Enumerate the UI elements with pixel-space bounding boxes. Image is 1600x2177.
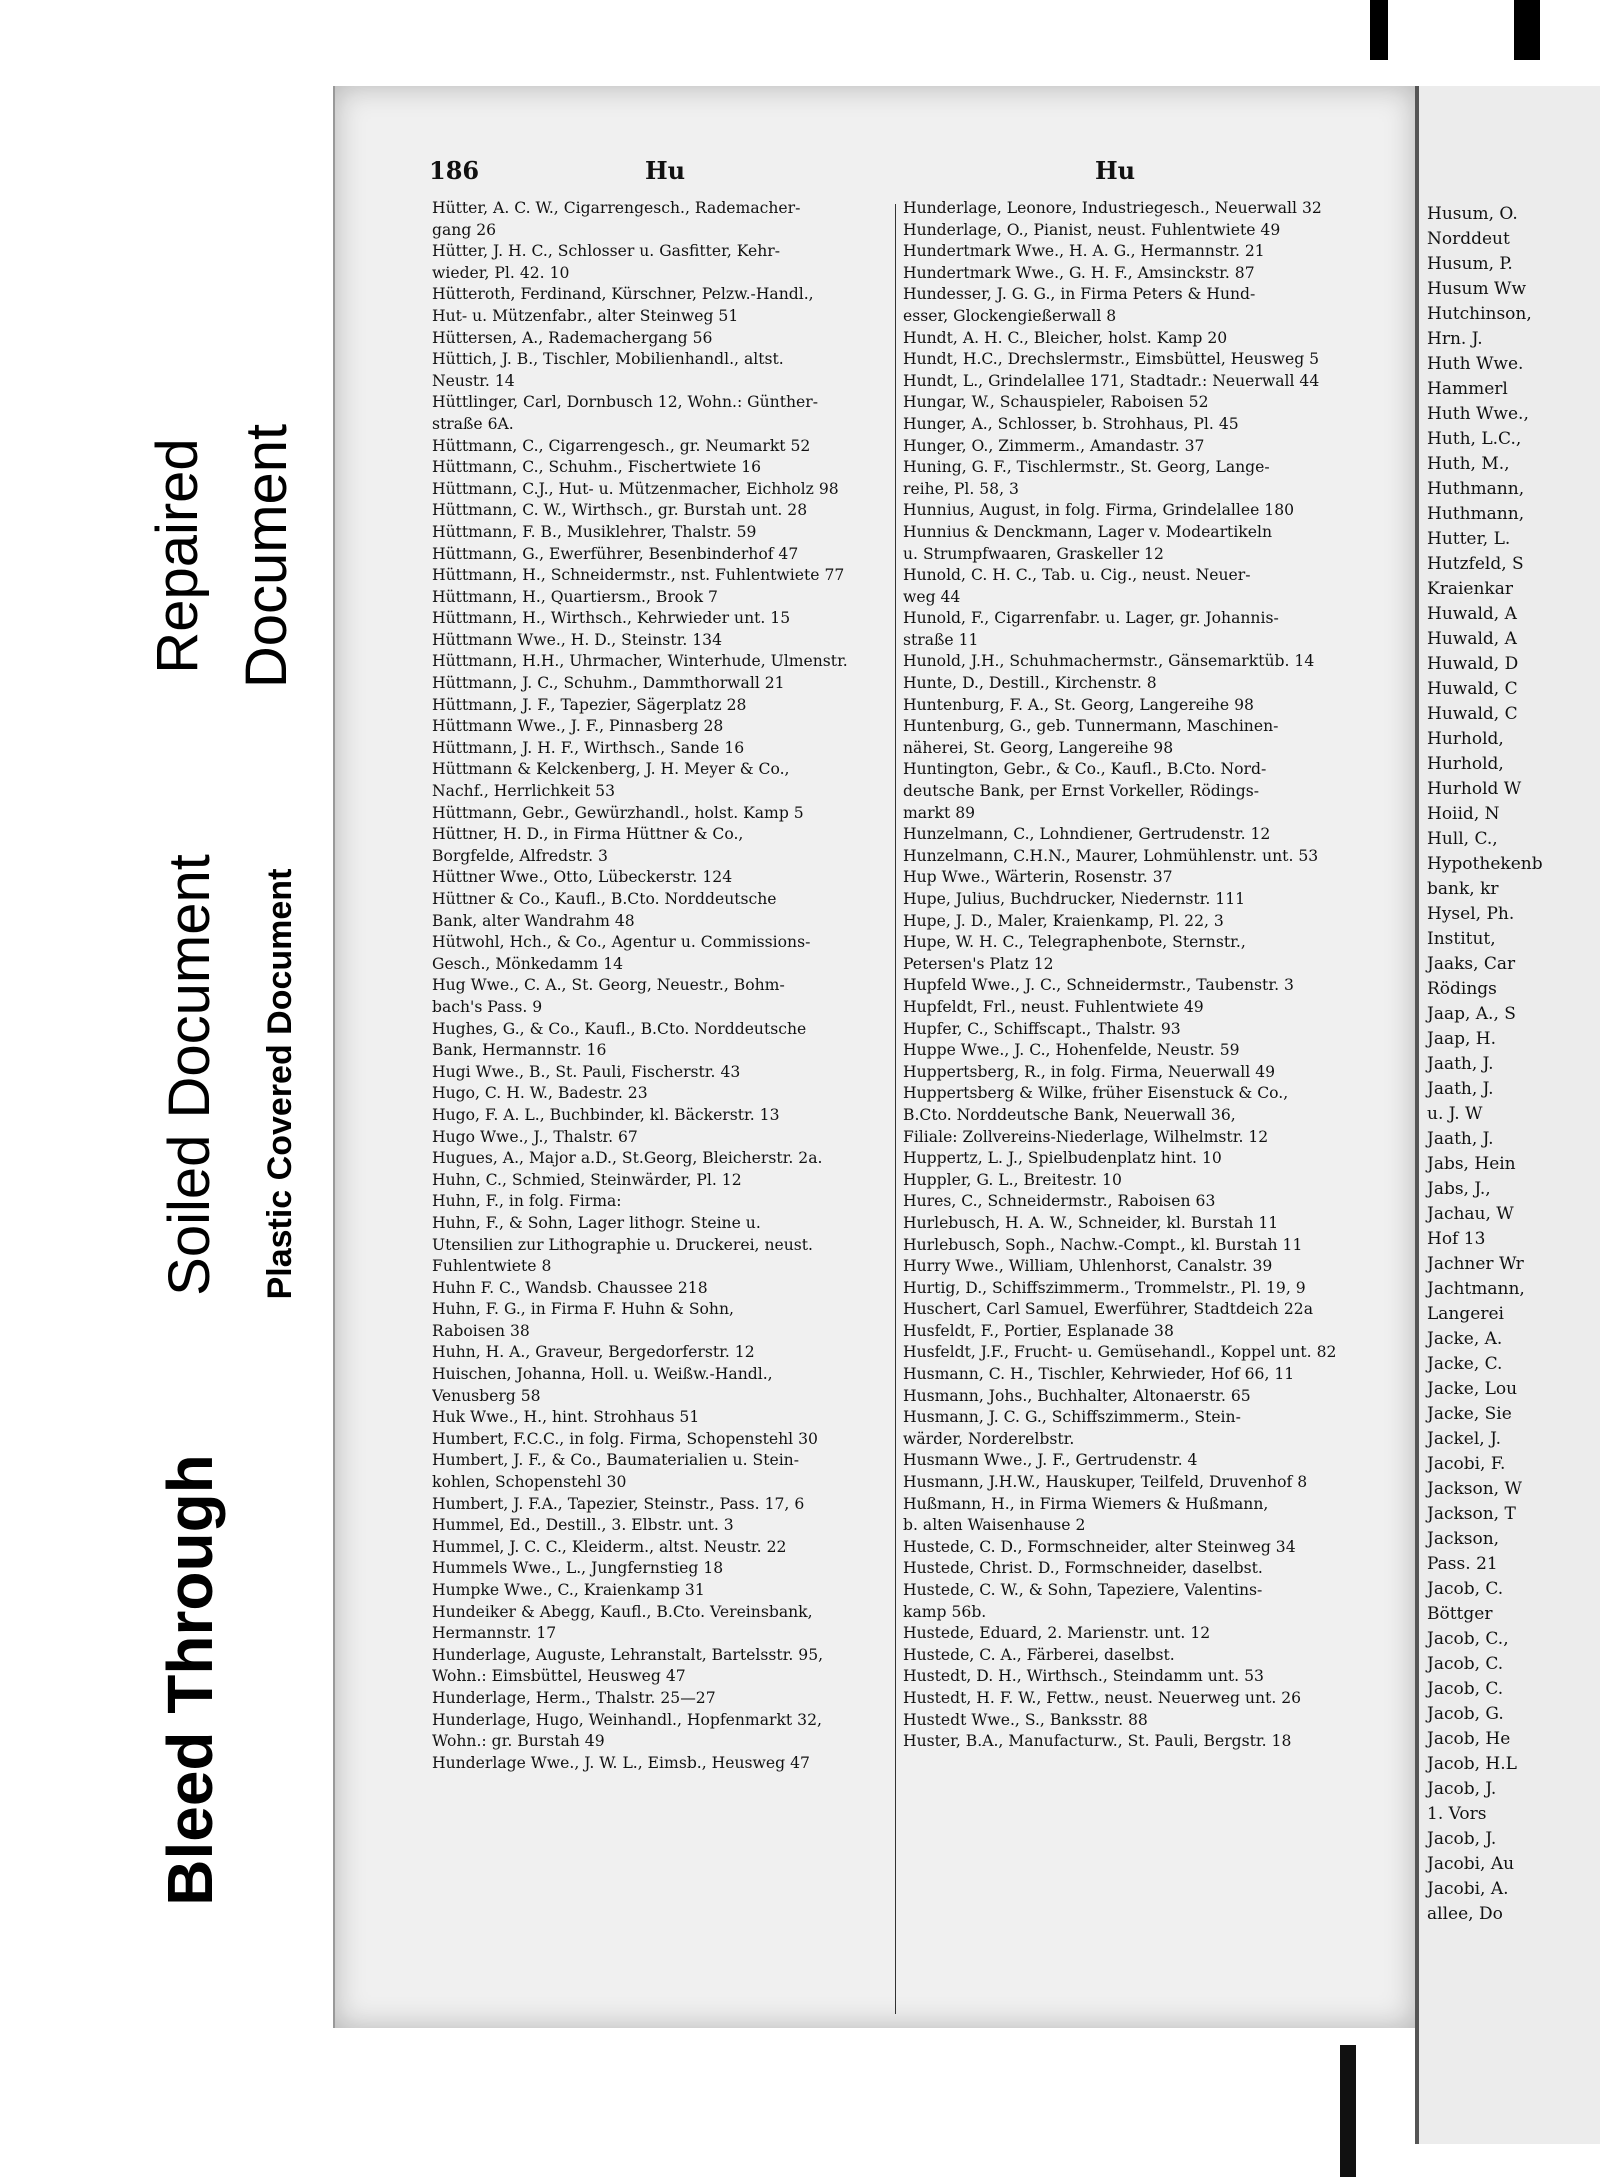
- directory-entry: Humbert, J. F., & Co., Baumaterialien u. Stein-: [432, 1451, 799, 1470]
- repaired-document-label: Document: [231, 416, 303, 696]
- directory-entry: Huwald, A: [1427, 604, 1517, 624]
- directory-entry: Hunnius & Denckmann, Lager v. Modeartikeln: [903, 522, 1273, 541]
- directory-entry: Husum, O.: [1427, 204, 1518, 224]
- directory-entry: Wohn.: gr. Burstah 49: [432, 1732, 605, 1751]
- directory-entry: Hupfeld Wwe., J. C., Schneidermstr., Taubenstr. 3: [903, 976, 1294, 995]
- directory-entry: Husum Ww: [1427, 279, 1526, 299]
- directory-entry: straße 6A.: [432, 414, 514, 433]
- directory-entry: Norddeut: [1427, 229, 1510, 249]
- directory-entry: Huwald, D: [1427, 654, 1519, 674]
- binding-mark: [1370, 0, 1388, 60]
- directory-entry: Huhn, F. G., in Firma F. Huhn & Sohn,: [432, 1300, 734, 1319]
- directory-entry: Hummels Wwe., L., Jungfernstieg 18: [432, 1559, 724, 1578]
- directory-entry: Hüttich, J. B., Tischler, Mobilienhandl., altst.: [432, 350, 784, 369]
- directory-entry: Hummel, J. C. C., Kleiderm., altst. Neustr. 22: [432, 1537, 787, 1556]
- right-column: [903, 198, 1363, 1753]
- directory-entry: Hüttner, H. D., in Firma Hüttner & Co.,: [432, 825, 744, 844]
- directory-entry: Hunnius, August, in folg. Firma, Grindelallee 180: [903, 501, 1295, 520]
- directory-entry: Husmann Wwe., J. F., Gertrudenstr. 4: [903, 1451, 1198, 1470]
- directory-entry: Hundeiker & Abegg, Kaufl., B.Cto. Vereinsbank,: [432, 1602, 813, 1621]
- directory-entry: Borgfelde, Alfredstr. 3: [432, 846, 608, 865]
- directory-entry: Jacob, J.: [1427, 1779, 1497, 1799]
- directory-entry: Hurtig, D., Schiffszimmerm., Trommelstr., Pl. 19, 9: [903, 1278, 1306, 1297]
- directory-entry: Huntington, Gebr., & Co., Kaufl., B.Cto. Nord-: [903, 760, 1267, 779]
- directory-entry: 1. Vors: [1427, 1804, 1487, 1824]
- directory-entry: Hüttmann Wwe., J. F., Pinnasberg 28: [432, 717, 724, 736]
- directory-entry: Hunold, C. H. C., Tab. u. Cig., neust. Neuer-: [903, 566, 1251, 585]
- directory-entry: Hüttmann, J. C., Schuhm., Dammthorwall 21: [432, 674, 785, 693]
- directory-entry: Jacob, C.,: [1427, 1629, 1509, 1649]
- directory-entry: Hustede, Eduard, 2. Marienstr. unt. 12: [903, 1624, 1211, 1643]
- directory-entry: Hermannstr. 17: [432, 1624, 557, 1643]
- directory-entry: esser, Glockengießerwall 8: [903, 306, 1117, 325]
- directory-entry: Hüttmann, J. H. F., Wirthsch., Sande 16: [432, 738, 745, 757]
- directory-entry: Hüttner Wwe., Otto, Lübeckerstr. 124: [432, 868, 733, 887]
- directory-entry: Jacob, H.L: [1427, 1754, 1517, 1774]
- directory-entry: Hütter, A. C. W., Cigarrengesch., Rademacher-: [432, 199, 801, 217]
- directory-entry: Hunderlage Wwe., J. W. L., Eimsb., Heusweg 47: [432, 1753, 810, 1772]
- directory-entry: Hupe, W. H. C., Telegraphenbote, Sternstr.,: [903, 933, 1246, 952]
- directory-entry: Huppertsberg & Wilke, früher Eisenstuck & Co.,: [903, 1084, 1289, 1103]
- directory-entry: Kraienkar: [1427, 579, 1513, 599]
- directory-entry: Rödings: [1427, 979, 1497, 999]
- directory-entry: Filiale: Zollvereins-Niederlage, Wilhelmstr. 12: [903, 1127, 1269, 1146]
- directory-entry: u. Strumpfwaaren, Graskeller 12: [903, 544, 1164, 563]
- directory-entry: Hütwohl, Hch., & Co., Agentur u. Commissions-: [432, 933, 811, 952]
- directory-entry: Hughes, G., & Co., Kaufl., B.Cto. Norddeutsche: [432, 1019, 807, 1038]
- directory-entry: Hustede, C. A., Färberei, daselbst.: [903, 1645, 1175, 1664]
- directory-entry: Hunderlage, Leonore, Industriegesch., Neuerwall 32: [903, 199, 1322, 217]
- directory-entry: Hunderlage, Hugo, Weinhandl., Hopfenmarkt 32,: [432, 1710, 822, 1729]
- directory-entry: Jacob, C.: [1427, 1654, 1504, 1674]
- directory-entry: Hurhold,: [1427, 754, 1504, 774]
- directory-entry: Hull, C.,: [1427, 829, 1498, 849]
- directory-entry: Raboisen 38: [432, 1321, 530, 1340]
- directory-entry: Hunderlage, O., Pianist, neust. Fuhlentwiete 49: [903, 220, 1281, 239]
- directory-entry: weg 44: [903, 587, 961, 606]
- directory-entry: Huwald, C: [1427, 679, 1518, 699]
- directory-entry: Husum, P.: [1427, 254, 1513, 274]
- directory-entry: b. alten Waisenhause 2: [903, 1516, 1086, 1535]
- directory-entry: Jaap, H.: [1427, 1029, 1497, 1049]
- directory-entry: Huhn, C., Schmied, Steinwärder, Pl. 12: [432, 1170, 742, 1189]
- directory-entry: Huthmann,: [1427, 504, 1525, 524]
- header-right: Hu: [1095, 156, 1136, 185]
- directory-entry: Petersen's Platz 12: [903, 954, 1054, 973]
- directory-entry: Hüttmann, J. F., Tapezier, Sägerplatz 28: [432, 695, 747, 714]
- directory-entry: Institut,: [1427, 929, 1496, 949]
- directory-entry: Jacob, C.: [1427, 1579, 1504, 1599]
- directory-entry: Jackson, W: [1427, 1479, 1522, 1499]
- directory-entry: Jaath, J.: [1427, 1079, 1494, 1099]
- directory-entry: Huth, M.,: [1427, 454, 1510, 474]
- directory-entry: Hüttmann, C., Schuhm., Fischertwiete 16: [432, 458, 762, 477]
- directory-entry: Hrn. J.: [1427, 329, 1483, 349]
- directory-entry: Hundt, H.C., Drechslermstr., Eimsbüttel, Heusweg 5: [903, 350, 1320, 369]
- directory-entry: Hupfeldt, Frl., neust. Fuhlentwiete 49: [903, 997, 1204, 1016]
- directory-entry: Hustedt Wwe., S., Banksstr. 88: [903, 1710, 1148, 1729]
- directory-entry: Nachf., Herrlichkeit 53: [432, 782, 616, 801]
- page-header: [335, 156, 1415, 190]
- directory-entry: Hupe, J. D., Maler, Kraienkamp, Pl. 22, 3: [903, 911, 1224, 930]
- directory-entry: gang 26: [432, 220, 497, 239]
- directory-entry: allee, Do: [1427, 1904, 1503, 1924]
- directory-entry: Huntenburg, G., geb. Tunnermann, Maschinen-: [903, 717, 1279, 736]
- directory-entry: Jachner Wr: [1427, 1254, 1524, 1274]
- binding-mark: [1514, 0, 1540, 60]
- directory-entry: Jachtmann,: [1427, 1279, 1525, 1299]
- directory-entry: Jaap, A., S: [1427, 1004, 1516, 1024]
- directory-entry: Huhn, F., in folg. Firma:: [432, 1192, 622, 1211]
- directory-entry: kamp 56b.: [903, 1602, 987, 1621]
- directory-entry: Jaath, J.: [1427, 1054, 1494, 1074]
- bleed-through-label: Bleed Through: [150, 1420, 230, 1940]
- directory-entry: Hug Wwe., C. A., St. Georg, Neuestr., Bohm-: [432, 976, 785, 995]
- directory-entry: Hüttlinger, Carl, Dornbusch 12, Wohn.: Günther-: [432, 393, 818, 412]
- directory-entry: Hunger, A., Schlosser, b. Strohhaus, Pl. 45: [903, 414, 1239, 433]
- directory-entry: Jabs, J.,: [1427, 1179, 1491, 1199]
- directory-entry: Jachau, W: [1427, 1204, 1514, 1224]
- directory-entry: Hupfer, C., Schiffscapt., Thalstr. 93: [903, 1019, 1181, 1038]
- directory-entry: Huischen, Johanna, Holl. u. Weißw.-Handl.,: [432, 1365, 773, 1384]
- directory-entry: Huning, G. F., Tischlermstr., St. Georg, Lange-: [903, 458, 1270, 477]
- directory-entry: Hüttmann & Kelckenberg, J. H. Meyer & Co.,: [432, 760, 790, 779]
- directory-entry: Hunger, O., Zimmerm., Amandastr. 37: [903, 436, 1205, 455]
- column-divider: [895, 204, 896, 2014]
- directory-entry: Hysel, Ph.: [1427, 904, 1515, 924]
- directory-entry: Humbert, F.C.C., in folg. Firma, Schopenstehl 30: [432, 1429, 818, 1448]
- directory-entry: Jacobi, A.: [1427, 1879, 1509, 1899]
- binding-mark: [1340, 2045, 1356, 2177]
- directory-entry: Hof 13: [1427, 1229, 1486, 1249]
- directory-entry: Humpke Wwe., C., Kraienkamp 31: [432, 1581, 705, 1599]
- directory-entry: Hüttmann, C.J., Hut- u. Mützenmacher, Eichholz 98: [432, 479, 839, 498]
- page-number: 186: [429, 156, 480, 185]
- directory-entry: Hunte, D., Destill., Kirchenstr. 8: [903, 674, 1157, 693]
- directory-entry: Hüttmann, C., Cigarrengesch., gr. Neumarkt 52: [432, 436, 811, 455]
- directory-entry: Hüttmann, H., Quartiersm., Brook 7: [432, 587, 718, 606]
- directory-entry: Hüttmann Wwe., H. D., Steinstr. 134: [432, 630, 722, 649]
- label-strip: [0, 0, 300, 2177]
- directory-entry: Jacob, C.: [1427, 1679, 1504, 1699]
- directory-entry: Hypothekenb: [1427, 854, 1543, 874]
- directory-entry: Husmann, Johs., Buchhalter, Altonaerstr. 65: [903, 1386, 1251, 1405]
- directory-entry: Böttger: [1427, 1604, 1493, 1624]
- directory-entry: Hüttmann, Gebr., Gewürzhandl., holst. Kamp 5: [432, 803, 804, 822]
- directory-entry: Hundt, A. H. C., Bleicher, holst. Kamp 20: [903, 328, 1228, 347]
- directory-entry: Langerei: [1427, 1304, 1504, 1324]
- directory-entry: Hustede, C. W., & Sohn, Tapeziere, Valentins-: [903, 1581, 1263, 1599]
- directory-entry: Hüttersen, A., Rademachergang 56: [432, 328, 713, 347]
- directory-entry: Hundertmark Wwe., G. H. F., Amsinckstr. 87: [903, 263, 1255, 282]
- directory-entry: Huhn, F., & Sohn, Lager lithogr. Steine u.: [432, 1213, 761, 1232]
- directory-entry: Hutzfeld, S: [1427, 554, 1524, 574]
- directory-entry: Jaath, J.: [1427, 1129, 1494, 1149]
- directory-entry: Hustede, Christ. D., Formschneider, daselbst.: [903, 1559, 1263, 1578]
- directory-entry: Hungar, W., Schauspieler, Raboisen 52: [903, 393, 1209, 412]
- directory-entry: kohlen, Schopenstehl 30: [432, 1473, 627, 1492]
- directory-entry: Hunderlage, Auguste, Lehranstalt, Bartelsstr. 95,: [432, 1645, 824, 1664]
- directory-entry: Hugo, C. H. W., Badestr. 23: [432, 1084, 648, 1103]
- directory-entry: Hunzelmann, C., Lohndiener, Gertrudenstr. 12: [903, 825, 1271, 844]
- directory-entry: Hüttmann, G., Ewerführer, Besenbinderhof 47: [432, 544, 799, 563]
- directory-entry: Hustede, C. D., Formschneider, alter Steinweg 34: [903, 1537, 1296, 1556]
- directory-entry: Jacke, Lou: [1427, 1379, 1518, 1399]
- next-page-edge: [1415, 86, 1600, 2144]
- directory-entry: Hunzelmann, C.H.N., Maurer, Lohmühlenstr. unt. 53: [903, 846, 1319, 865]
- directory-entry: Venusberg 58: [432, 1386, 541, 1405]
- directory-entry: Wohn.: Eimsbüttel, Heusweg 47: [432, 1667, 686, 1686]
- directory-entry: Jacke, Sie: [1427, 1404, 1512, 1424]
- directory-entry: Hüttmann, H., Schneidermstr., nst. Fuhlentwiete 77: [432, 566, 845, 585]
- directory-entry: Huwald, A: [1427, 629, 1517, 649]
- directory-entry: Hutter, L.: [1427, 529, 1511, 549]
- directory-entry: deutsche Bank, per Ernst Vorkeller, Rödings-: [903, 782, 1259, 801]
- directory-entry: Jacob, J.: [1427, 1829, 1497, 1849]
- directory-entry: Huppertsberg, R., in folg. Firma, Neuerwall 49: [903, 1062, 1276, 1081]
- directory-entry: Hütter, J. H. C., Schlosser u. Gasfitter, Kehr-: [432, 242, 781, 261]
- directory-entry: Jacke, A.: [1427, 1329, 1503, 1349]
- directory-entry: Huk Wwe., H., hint. Strohhaus 51: [432, 1408, 700, 1427]
- plastic-covered-label: Plastic Covered Document: [256, 804, 304, 1364]
- directory-entry: Hupe, Julius, Buchdrucker, Niedernstr. 111: [903, 890, 1246, 908]
- directory-entry: Hurhold W: [1427, 779, 1522, 799]
- directory-entry: Hugo Wwe., J., Thalstr. 67: [432, 1127, 638, 1146]
- directory-entry: Hustedt, D. H., Wirthsch., Steindamm unt. 53: [903, 1667, 1264, 1686]
- directory-entry: Huntenburg, F. A., St. Georg, Langereihe 98: [903, 695, 1254, 714]
- directory-entry: Hüttmann, H., Wirthsch., Kehrwieder unt. 15: [432, 609, 791, 628]
- directory-entry: wärder, Norderelbstr.: [903, 1429, 1075, 1448]
- directory-entry: Hunderlage, Herm., Thalstr. 25—27: [432, 1688, 716, 1707]
- directory-entry: Huth Wwe.: [1427, 354, 1524, 374]
- directory-entry: Huppertz, L. J., Spielbudenplatz hint. 10: [903, 1149, 1222, 1168]
- directory-entry: Hüttner & Co., Kaufl., B.Cto. Norddeutsche: [432, 890, 777, 908]
- directory-entry: Hugi Wwe., B., St. Pauli, Fischerstr. 43: [432, 1062, 741, 1081]
- directory-entry: Bank, Hermannstr. 16: [432, 1041, 607, 1060]
- directory-entry: Hußmann, H., in Firma Wiemers & Hußmann,: [903, 1494, 1269, 1513]
- directory-entry: Huth, L.C.,: [1427, 429, 1522, 449]
- directory-entry: Huppe Wwe., J. C., Hohenfelde, Neustr. 59: [903, 1041, 1240, 1060]
- directory-entry: Husfeldt, F., Portier, Esplanade 38: [903, 1321, 1174, 1340]
- header-left: Hu: [645, 156, 686, 185]
- directory-entry: Jackson, T: [1427, 1504, 1516, 1524]
- directory-entry: Pass. 21: [1427, 1554, 1498, 1574]
- directory-entry: straße 11: [903, 630, 979, 649]
- directory-entry: Husmann, C. H., Tischler, Kehrwieder, Hof 66, 11: [903, 1365, 1295, 1384]
- directory-entry: Jacobi, F.: [1427, 1454, 1506, 1474]
- directory-entry: Husmann, J. C. G., Schiffszimmerm., Stein-: [903, 1408, 1241, 1427]
- directory-entry: Jackel, J.: [1427, 1429, 1501, 1449]
- directory-entry: Jacob, G.: [1427, 1704, 1504, 1724]
- directory-entry: Utensilien zur Lithographie u. Druckerei, neust.: [432, 1235, 814, 1254]
- directory-entry: Husmann, J.H.W., Hauskuper, Teilfeld, Druvenhof 8: [903, 1473, 1308, 1492]
- directory-entry: markt 89: [903, 803, 976, 822]
- directory-entry: Huthmann,: [1427, 479, 1525, 499]
- directory-entry: Huwald, C: [1427, 704, 1518, 724]
- repaired-label: Repaired: [142, 416, 214, 696]
- directory-entry: Hammerl: [1427, 379, 1508, 399]
- directory-entry: Hundt, L., Grindelallee 171, Stadtadr.: Neuerwall 44: [903, 371, 1320, 390]
- directory-entry: Hundesser, J. G. G., in Firma Peters & Hund-: [903, 285, 1256, 304]
- directory-entry: Jabs, Hein: [1427, 1154, 1516, 1174]
- directory-entry: Gesch., Mönkedamm 14: [432, 954, 624, 973]
- directory-entry: bach's Pass. 9: [432, 997, 543, 1016]
- directory-entry: Hugo, F. A. L., Buchbinder, kl. Bäckerstr. 13: [432, 1105, 780, 1124]
- directory-entry: Neustr. 14: [432, 371, 515, 390]
- directory-entry: Huhn F. C., Wandsb. Chaussee 218: [432, 1278, 708, 1297]
- directory-entry: Hütteroth, Ferdinand, Kürschner, Pelzw.-Handl.,: [432, 285, 814, 304]
- directory-page: [333, 86, 1415, 2028]
- directory-entry: Hüttmann, F. B., Musiklehrer, Thalstr. 59: [432, 522, 757, 541]
- directory-entry: Jackson,: [1427, 1529, 1500, 1549]
- directory-entry: Hures, C., Schneidermstr., Raboisen 63: [903, 1192, 1216, 1211]
- directory-entry: Hup Wwe., Wärterin, Rosenstr. 37: [903, 868, 1173, 887]
- directory-entry: Huhn, H. A., Graveur, Bergedorferstr. 12: [432, 1343, 755, 1362]
- directory-entry: Huth Wwe.,: [1427, 404, 1529, 424]
- directory-entry: Fuhlentwiete 8: [432, 1257, 552, 1276]
- directory-entry: Jacob, He: [1427, 1729, 1511, 1749]
- directory-entry: Hurlebusch, Soph., Nachw.-Compt., kl. Burstah 11: [903, 1235, 1303, 1254]
- directory-entry: Hurhold,: [1427, 729, 1504, 749]
- directory-entry: u. J. W: [1427, 1104, 1483, 1124]
- directory-entry: bank, kr: [1427, 879, 1499, 899]
- directory-entry: reihe, Pl. 58, 3: [903, 479, 1019, 498]
- directory-entry: Huppler, G. L., Breitestr. 10: [903, 1170, 1122, 1189]
- directory-entry: Hut- u. Mützenfabr., alter Steinweg 51: [432, 306, 739, 325]
- directory-entry: Huschert, Carl Samuel, Ewerführer, Stadtdeich 22a: [903, 1300, 1314, 1319]
- directory-entry: Humbert, J. F.A., Tapezier, Steinstr., Pass. 17, 6: [432, 1494, 805, 1513]
- directory-entry: Husfeldt, J.F., Frucht- u. Gemüsehandl., Koppel unt. 82: [903, 1343, 1337, 1362]
- directory-entry: Bank, alter Wandrahm 48: [432, 911, 635, 930]
- directory-entry: Huster, B.A., Manufacturw., St. Pauli, Bergstr. 18: [903, 1732, 1292, 1751]
- directory-entry: B.Cto. Norddeutsche Bank, Neuerwall 36,: [903, 1105, 1236, 1124]
- directory-entry: Hugues, A., Major a.D., St.Georg, Bleicherstr. 2a.: [432, 1149, 823, 1168]
- directory-entry: Hurlebusch, H. A. W., Schneider, kl. Burstah 11: [903, 1213, 1279, 1232]
- directory-entry: Hutchinson,: [1427, 304, 1532, 324]
- directory-entry: Hurry Wwe., William, Uhlenhorst, Canalstr. 39: [903, 1257, 1273, 1276]
- soiled-document-label: Soiled Document: [155, 835, 225, 1315]
- directory-entry: Hummel, Ed., Destill., 3. Elbstr. unt. 3: [432, 1516, 734, 1535]
- directory-entry: Hoiid, N: [1427, 804, 1500, 824]
- left-column: [432, 198, 892, 1774]
- directory-entry: Hunold, J.H., Schuhmachermstr., Gänsemarktüb. 14: [903, 652, 1315, 671]
- directory-entry: Jacobi, Au: [1427, 1854, 1515, 1874]
- directory-entry: Jacke, C.: [1427, 1354, 1503, 1374]
- directory-entry: Hunold, F., Cigarrenfabr. u. Lager, gr. Johannis-: [903, 609, 1279, 628]
- directory-entry: Hüttmann, C. W., Wirthsch., gr. Burstah unt. 28: [432, 501, 808, 520]
- directory-entry: Jaaks, Car: [1427, 954, 1516, 974]
- directory-entry: wieder, Pl. 42. 10: [432, 263, 570, 282]
- directory-entry: Hundertmark Wwe., H. A. G., Hermannstr. 21: [903, 242, 1265, 261]
- directory-entry: Hustedt, H. F. W., Fettw., neust. Neuerweg unt. 26: [903, 1688, 1302, 1707]
- directory-entry: näherei, St. Georg, Langereihe 98: [903, 738, 1174, 757]
- directory-entry: Hüttmann, H.H., Uhrmacher, Winterhude, Ulmenstr.: [432, 652, 848, 671]
